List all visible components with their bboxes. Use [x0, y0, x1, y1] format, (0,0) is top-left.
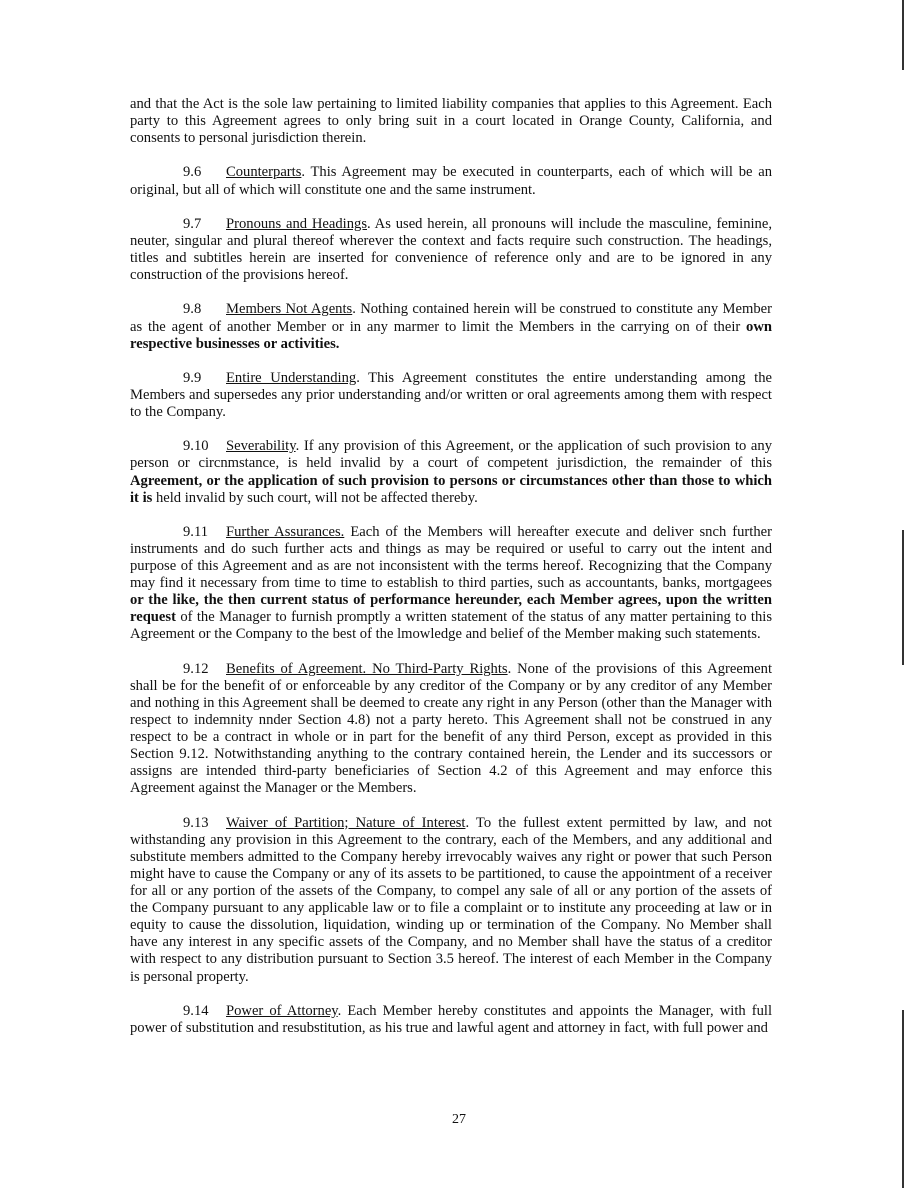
section-text: . To the fullest extent permitted by law, and not withstanding any provision in this Agreement to the contrary, each of the Members, and any additional and substitute members admitted to the Company hereby irrevocably waives any right or power that such Person might have to cause the Company or any of its assets to be partitioned, to cause the appointment of a receiver for all or any portion of the assets of the Company, to compel any sale of all or any portion of the assets of the Company pursuant to any applicable law or to file a complaint or to institute any proceeding at law or in equity to cause the dissolution, liquidation, winding up or termination of the Company. No Member shall have any interest in any specific assets of the Company, and no Member shall have the status of a creditor with respect to any distribution pursuant to Section 3.5 hereof. The interest of each Member in the Company is personal property.: [130, 814, 772, 985]
section-9-14: [130, 1003, 772, 1037]
section-number: 9.10: [183, 438, 209, 455]
section-heading: Pronouns and Headings: [226, 215, 367, 232]
section-heading: Waiver of Partition; Nature of Interest: [226, 814, 466, 831]
section-text: . Nothing contained herein will be construed to constitute any Member as the agent of another Member or in any marmer to limit the Members in the carrying on of their: [130, 301, 772, 335]
section-number: 9.14: [183, 1002, 209, 1019]
section-heading: Power of Attorney: [226, 1002, 338, 1019]
body-text: [130, 96, 772, 1054]
section-9-9: [130, 370, 772, 421]
section-heading: Entire Understanding: [226, 369, 357, 386]
section-number: 9.13: [183, 814, 209, 831]
section-heading: Benefits of Agreement. No Third-Party Rights: [226, 660, 508, 677]
scan-edge-line: [902, 0, 904, 70]
section-text: . This Agreement constitutes the entire understanding among the Members and supersedes any prior understanding and/or written or oral agreements among them with respect to the Company.: [130, 369, 773, 421]
page-number: 27: [452, 1112, 466, 1127]
section-number: 9.11: [183, 523, 208, 540]
section-text: . Each Member hereby constitutes and appoints the Manager, with full power of substitution and resubstitution, as his true and lawful agent and attorney in fact, with full power and: [130, 1002, 772, 1036]
scan-edge-line: [902, 530, 904, 665]
section-9-8: [130, 301, 772, 352]
section-heading: Further Assurances.: [226, 523, 345, 540]
section-9-10: [130, 438, 772, 506]
section-text: . This Agreement may be executed in counterparts, each of which will be an original, but all of which will constitute one and the same instrument.: [130, 164, 772, 198]
section-number: 9.8: [183, 301, 202, 318]
section-9-12: [130, 661, 772, 798]
section-number: 9.9: [183, 369, 202, 386]
section-9-7: [130, 216, 772, 284]
section-9-13: [130, 815, 772, 986]
section-9-6: [130, 164, 772, 198]
section-text: Each of the Members will hereafter execute and deliver snch further instruments and do such further acts and things as may be required or useful to carry out the intent and purpose of this Agreement and as are not inconsistent with the terms hereof. Recognizing that the Company may find it necessary from time to time to establish to third parties, such as accountants, banks, mortgagees: [130, 523, 772, 592]
section-9-11: [130, 524, 772, 644]
section-heading: Members Not Agents: [226, 301, 353, 318]
section-bold-text: Agreement, or the application of such provision to persons or circumstances other than those to which it is: [130, 472, 772, 506]
scan-edge-line: [902, 1010, 904, 1188]
section-text: . As used herein, all pronouns will include the masculine, feminine, neuter, singular and plural thereof wherever the context and facts require such construction. The headings, titles and subtitles herein are inserted for convenience of reference only and are to be ignored in any construction of the provisions hereof.: [130, 215, 772, 284]
section-number: 9.6: [183, 164, 202, 181]
section-text: . If any provision of this Agreement, or the application of such provision to any person or circnmstance, is held invalid by a court of competent jurisdiction, the remainder of this: [130, 438, 772, 472]
opening-paragraph: and that the Act is the sole law pertaining to limited liability companies that applies to this Agreement. Each party to this Agreement agrees to only bring suit in a court located in Orange County, California, and consents to personal jurisdiction therein.: [130, 96, 772, 147]
section-number: 9.7: [183, 215, 202, 232]
section-text-after: held invalid by such court, will not be affected thereby.: [152, 489, 478, 506]
section-number: 9.12: [183, 660, 209, 677]
section-heading: Counterparts: [226, 164, 302, 181]
section-heading: Severability: [226, 438, 296, 455]
section-bold-text: or the like, the then current status of performance hereunder, each Member agrees, upon the written request: [130, 592, 772, 626]
section-bold-text: own respective businesses or activities.: [130, 318, 772, 352]
section-text-after: of the Manager to furnish promptly a written statement of the status of any matter pertaining to this Agreement or the Company to the best of the lmowledge and belief of the Member making such statements.: [130, 609, 772, 643]
section-text: . None of the provisions of this Agreement shall be for the benefit of or enforceable by any creditor of the Company or by any creditor of any Member and nothing in this Agreement shall be deemed to create any right in any Person (other than the Manager with respect to indemnity nnder Section 4.8) not a party hereto. This Agreement shall not be construed in any respect to be a contract in whole or in part for the benefit of any third Person, except as provided in this Section 9.12. Notwithstanding anything to the contrary contained herein, the Lender and its successors or assigns are intended third-party beneficiaries of Section 4.2 of this Agreement and may enforce this Agreement against the Manager or the Members.: [130, 660, 772, 797]
